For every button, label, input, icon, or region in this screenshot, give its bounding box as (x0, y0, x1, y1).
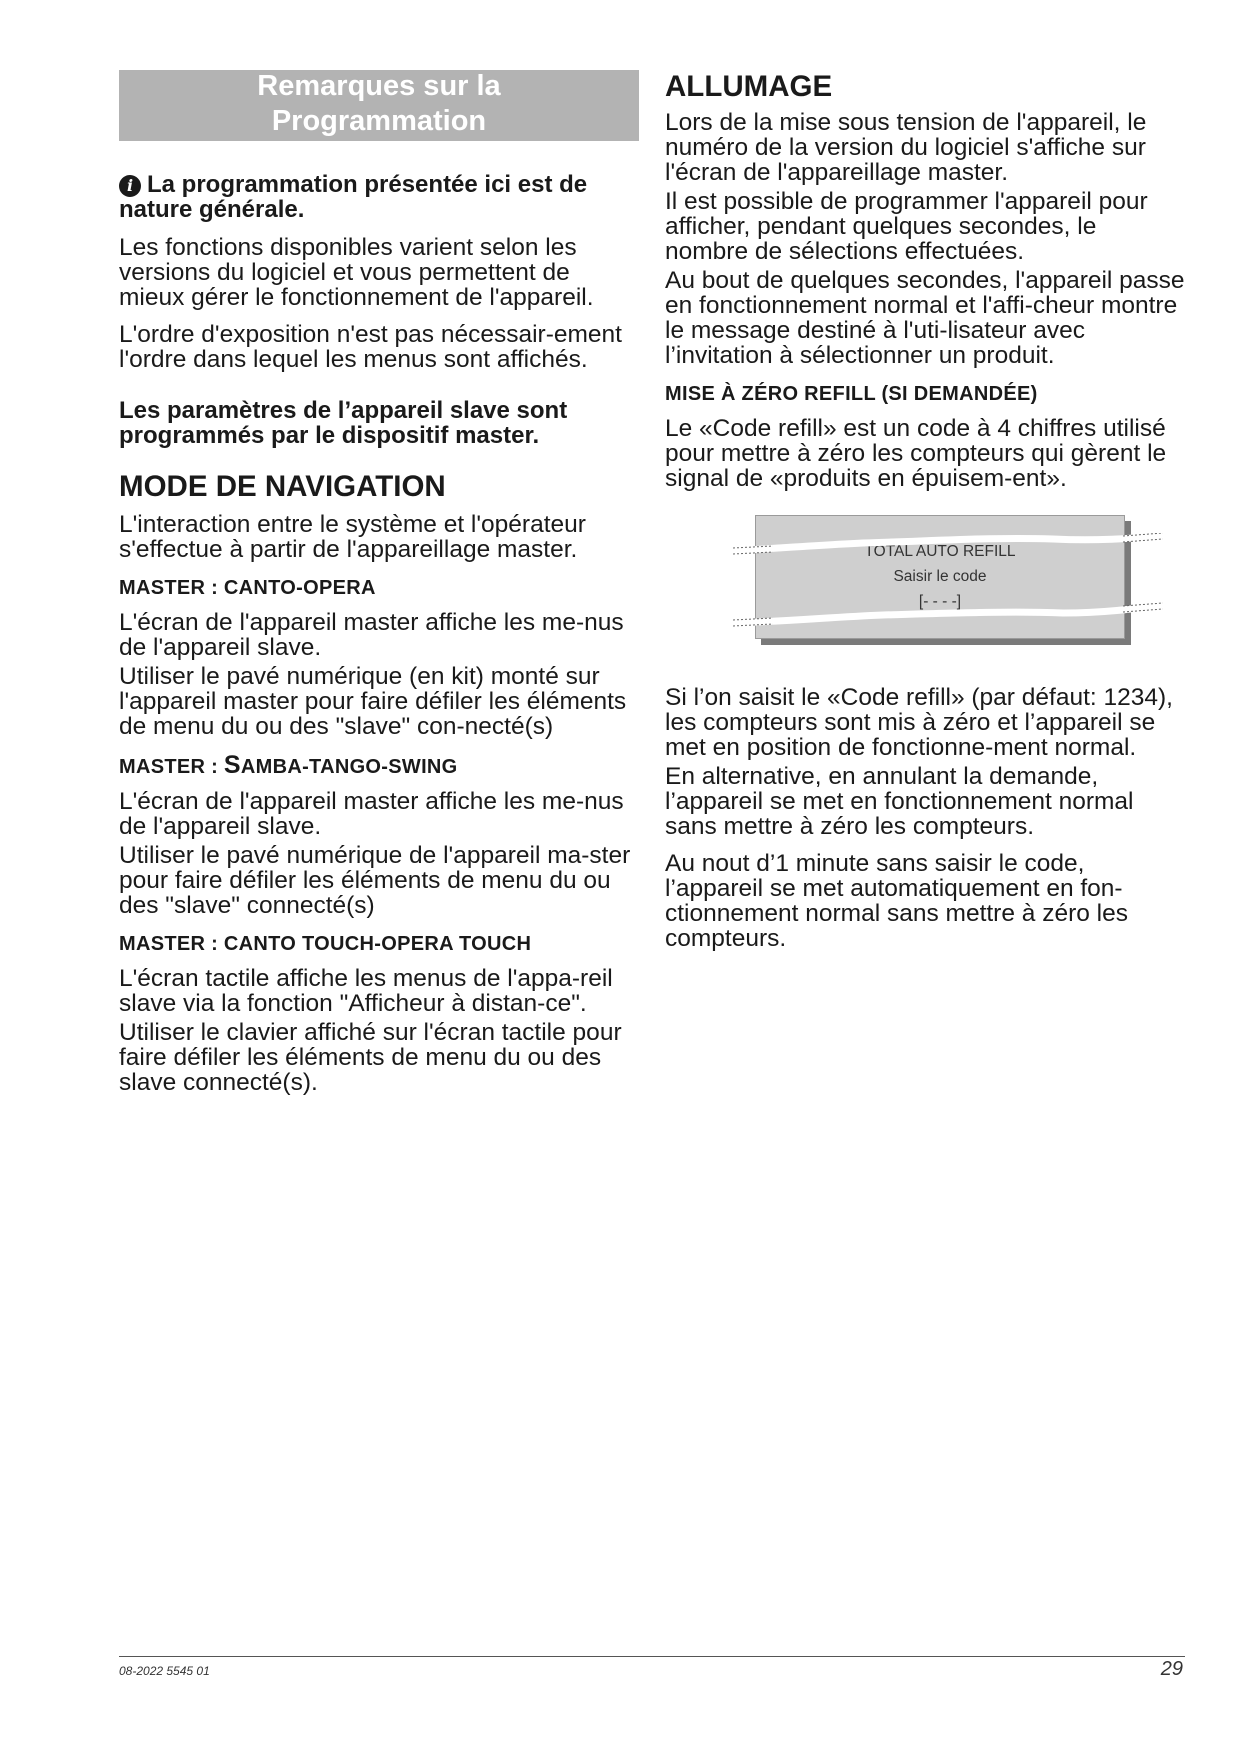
info-note (119, 172, 639, 222)
heading-rest: AMBA-TANGO-SWING (240, 756, 458, 778)
refill-result-paragraph: Si l’on saisit le «Code refill» (par défaut: 1234), les compteurs sont mis à zéro et l’appareil se met en position de fonctionne-ment normal. (665, 684, 1173, 761)
section-heading-canto-opera (119, 576, 639, 600)
display-line-2: Saisir le code (893, 568, 987, 585)
intro-paragraph-2: L'ordre d'exposition n'est pas nécessair-ement l'ordre dans lequel les menus sont affichés. (119, 321, 622, 373)
section-heading-samba-tango-swing (119, 753, 639, 779)
canto-touch-paragraph-2: Utiliser le clavier affiché sur l'écran tactile pour faire défiler les éléments de menu du ou des slave connecté(s). (119, 1019, 622, 1096)
tear-line-top-icon (733, 533, 1163, 563)
heading-text: MASTER : CANTO-OPERA (119, 577, 376, 599)
allumage-heading: ALLUMAGE (665, 70, 833, 103)
navigation-heading: MODE DE NAVIGATION (119, 470, 446, 503)
document-code: 08-2022 5545 01 (119, 1664, 210, 1678)
navigation-paragraph: L'interaction entre le système et l'opérateur s'effectue à partir de l'appareillage master. (119, 511, 586, 563)
footer-divider (119, 1656, 1185, 1657)
left-column (119, 70, 639, 1107)
info-icon: i (119, 175, 141, 197)
banner-line-1: Remarques sur la (257, 70, 501, 102)
allumage-paragraph-1: Lors de la mise sous tension de l'appareil, le numéro de la version du logiciel s'affiche sur l'écran de l'appareillage master. (665, 109, 1147, 186)
refill-timeout-paragraph: Au nout d’1 minute sans saisir le code, l’appareil se met automatiquement en fon-ctionnement normal sans mettre à zéro les compteurs. (665, 850, 1128, 952)
slave-parameters-statement: Les paramètres de l’appareil slave sont programmés par le dispositif master. (119, 397, 568, 449)
section-banner (119, 70, 639, 141)
heading-prefix: MASTER : (119, 756, 224, 778)
heading-text: MASTER : CANTO TOUCH-OPERA TOUCH (119, 933, 532, 955)
info-note-text: La programmation présentée ici est de nature générale. (119, 171, 588, 223)
display-line-1: TOTAL AUTO REFILL (864, 543, 1016, 560)
allumage-paragraph-2: Il est possible de programmer l'appareil pour afficher, pendant quelques secondes, le nombre de sélections effectuées. (665, 188, 1148, 265)
samba-paragraph-2: Utiliser le pavé numérique de l'appareil ma-ster pour faire défiler les éléments de menu du ou des "slave" connecté(s) (119, 842, 631, 919)
canto-opera-paragraph-2: Utiliser le pavé numérique (en kit) monté sur l'appareil master pour faire défiler les éléments de menu du ou des "slave" con-necté(s) (119, 663, 627, 740)
section-heading-canto-touch (119, 932, 639, 956)
heading-initial: S (223, 751, 241, 779)
right-column (665, 70, 1185, 963)
intro-paragraph-1: Les fonctions disponibles varient selon les versions du logiciel et vous permettent de mieux gérer le fonctionnement de l'appareil. (119, 234, 594, 311)
canto-opera-paragraph-1: L'écran de l'appareil master affiche les me-nus de l'appareil slave. (119, 609, 624, 661)
display-line-3: [- - - -] (918, 593, 962, 610)
canto-touch-paragraph-1: L'écran tactile affiche les menus de l'appa-reil slave via la fonction "Afficheur à distan-ce". (119, 965, 613, 1017)
samba-paragraph-1: L'écran de l'appareil master affiche les me-nus de l'appareil slave. (119, 788, 624, 840)
refill-paragraph: Le «Code refill» est un code à 4 chiffres utilisé pour mettre à zéro les compteurs qui gèrent le signal de «produits en épuisem-ent». (665, 415, 1167, 492)
refill-reset-heading: MISE À ZÉRO REFILL (SI DEMANDÉE) (665, 383, 1038, 405)
tear-line-bottom-icon (733, 601, 1163, 631)
display-illustration (755, 515, 1135, 645)
page-number: 29 (1160, 1658, 1183, 1680)
allumage-paragraph-3: Au bout de quelques secondes, l'appareil passe en fonctionnement normal et l'affi-cheur montre le message destiné à l'uti-lisateur avec l’invitation à sélectionner un produit. (665, 267, 1185, 369)
refill-cancel-paragraph: En alternative, en annulant la demande, l’appareil se met en fonctionnement normal sans mettre à zéro les compteurs. (665, 763, 1134, 840)
banner-line-2: Programmation (271, 105, 487, 137)
